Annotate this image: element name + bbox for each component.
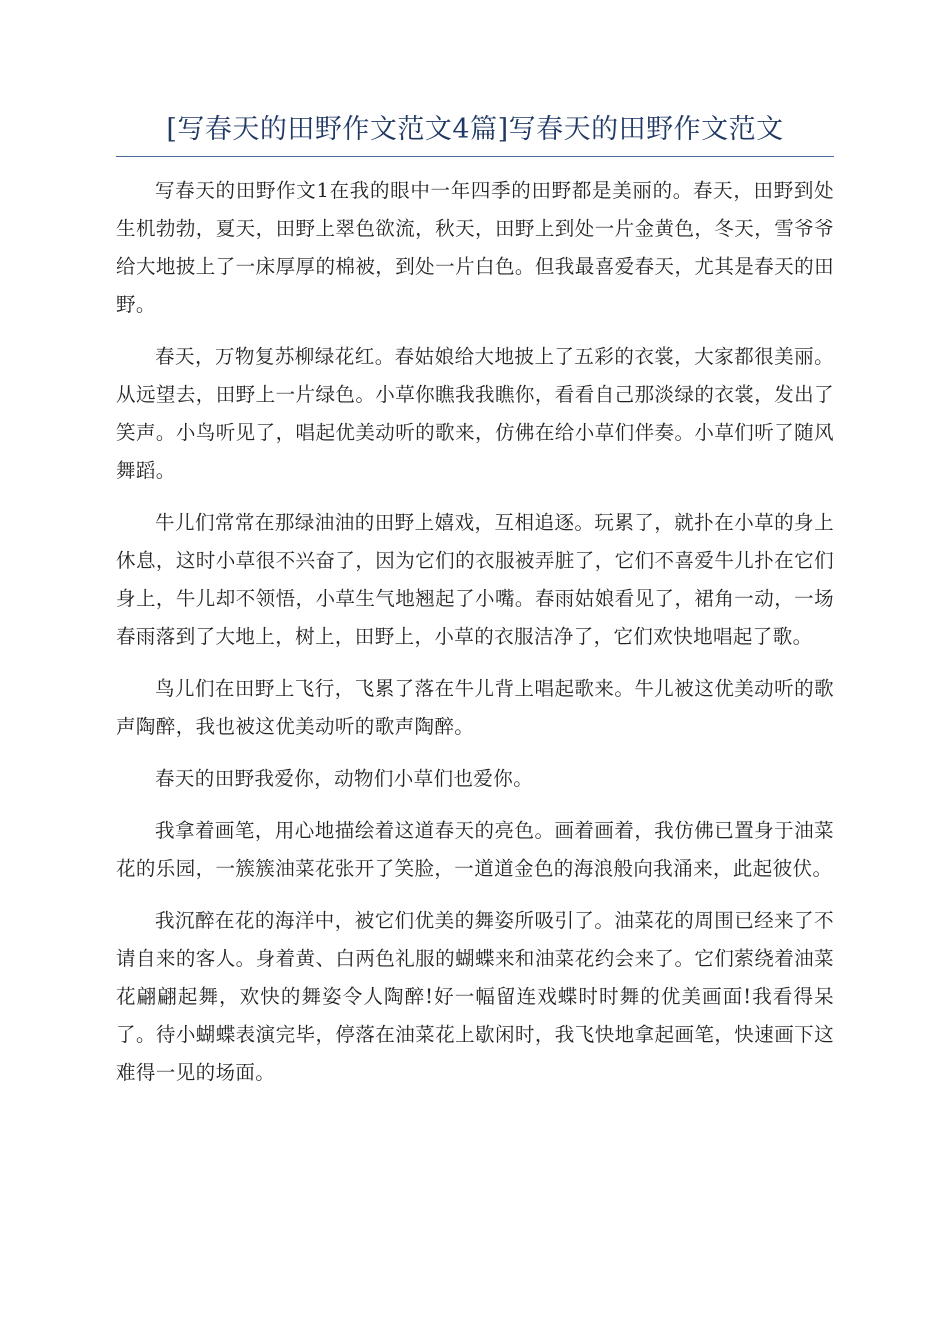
paragraph: 我沉醉在花的海洋中，被它们优美的舞姿所吸引了。油菜花的周围已经来了不请自来的客人。身着黄、白两色礼服的蝴蝶来和油菜花约会来了。它们萦绕着油菜花翩翩起舞，欢快的舞姿令人陶醉!好一幅留连戏蝶时时舞的优美画面!我看得呆了。待小蝴蝶表演完毕，停落在油菜花上歇闲时，我飞快地拿起画笔，快速画下这难得一见的场面。 bbox=[116, 909, 834, 1084]
paragraph: 牛儿们常常在那绿油油的田野上嬉戏，互相追逐。玩累了，就扑在小草的身上休息，这时小草很不兴奋了，因为它们的衣服被弄脏了，它们不喜爱牛儿扑在它们身上，牛儿却不领悟，小草生气地翘起了小嘴。春雨姑娘看见了，裙角一动，一场春雨落到了大地上，树上，田野上，小草的衣服洁净了，它们欢快地唱起了歌。 bbox=[116, 511, 834, 648]
title-block bbox=[116, 108, 834, 157]
paragraph: 春天的田野我爱你，动物们小草们也爱你。 bbox=[155, 767, 534, 790]
paragraph: 鸟儿们在田野上飞行，飞累了落在牛儿背上唱起歌来。牛儿被这优美动听的歌声陶醉，我也被这优美动听的歌声陶醉。 bbox=[116, 677, 834, 738]
paragraph: 春天，万物复苏柳绿花红。春姑娘给大地披上了五彩的衣裳，大家都很美丽。从远望去，田野上一片绿色。小草你瞧我我瞧你，看看自己那淡绿的衣裳，发出了笑声。小鸟听见了，唱起优美动听的歌来，仿佛在给小草们伴奏。小草们听了随风舞蹈。 bbox=[116, 345, 834, 482]
document-body bbox=[116, 172, 834, 1106]
paragraph: 写春天的田野作文1在我的眼中一年四季的田野都是美丽的。春天，田野到处生机勃勃，夏天，田野上翠色欲流，秋天，田野上到处一片金黄色，冬天，雪爷爷给大地披上了一床厚厚的棉被，到处一片白色。但我最喜爱春天，尤其是春天的田野。 bbox=[116, 179, 834, 316]
paragraph: 我拿着画笔，用心地描绘着这道春天的亮色。画着画着，我仿佛已置身于油菜花的乐园，一簇簇油菜花张开了笑脸，一道道金色的海浪般向我涌来，此起彼伏。 bbox=[116, 819, 834, 880]
document-title: [写春天的田野作文范文4篇]写春天的田野作文范文 bbox=[166, 114, 784, 145]
